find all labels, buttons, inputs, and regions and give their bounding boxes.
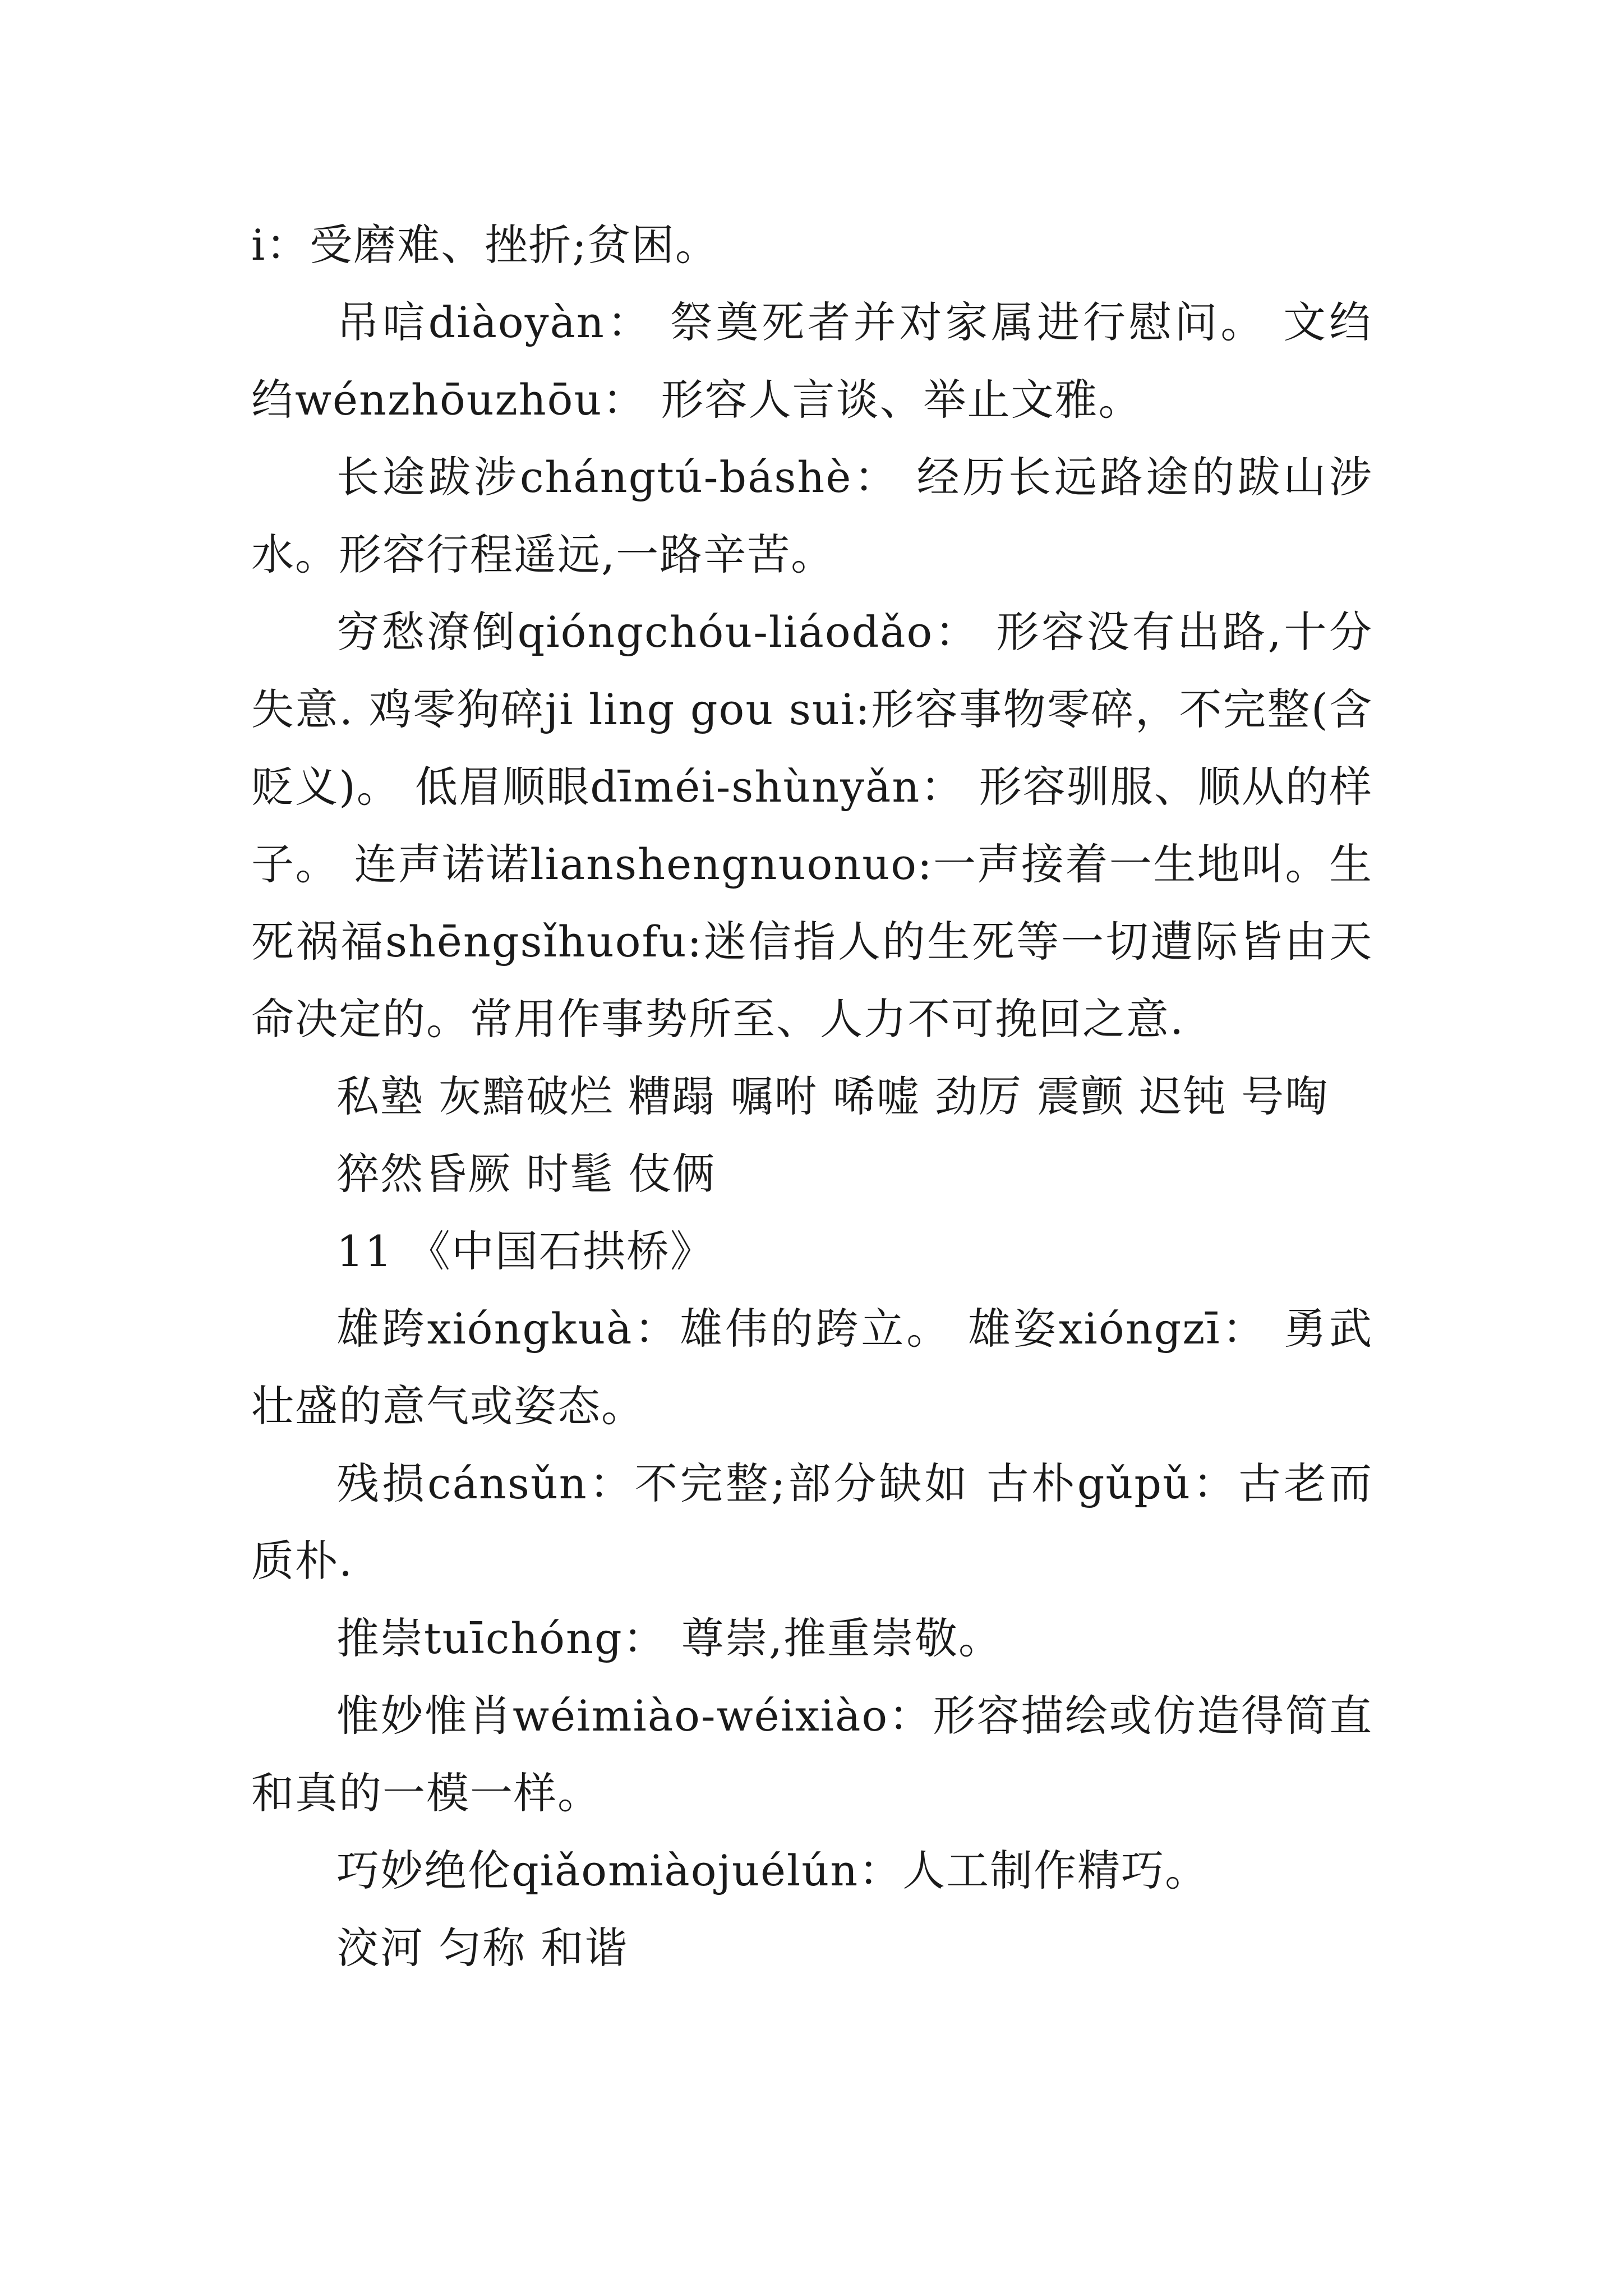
paragraph-6: 猝然昏厥 时髦 伎俩 <box>336 1149 716 1199</box>
paragraph-2: 吊唁diàoyàn： 祭奠死者并对家属进行慰问。 文绉绉wénzhōuzhōu： 形容人言谈、举止文雅。 <box>251 297 1373 425</box>
document-body <box>251 206 1373 1987</box>
paragraph-1: i：受磨难、挫折;贫困。 <box>251 220 719 270</box>
paragraph-10: 推崇tuīchóng： 尊崇,推重崇敬。 <box>336 1613 1002 1663</box>
paragraph-9: 残损cánsǔn：不完整;部分缺如 古朴gǔpǔ：古老而质朴. <box>251 1458 1373 1586</box>
paragraph-3: 长途跋涉chángtú-báshè： 经历长远路途的跋山涉水。形容行程遥远,一路辛苦。 <box>251 452 1373 579</box>
paragraph-11: 惟妙惟肖wéimiào-wéixiào：形容描绘或仿造得简直和真的一模一样。 <box>251 1691 1373 1818</box>
paragraph-4: 穷愁潦倒qióngchóu-liáodǎo： 形容没有出路,十分失意. 鸡零狗碎ji ling gou sui:形容事物零碎，不完整(含贬义)。 低眉顺眼dīméi-shùnyǎn： 形容驯服、顺从的样子。 连声诺诺lianshengnuonuo:一声接着一生地叫。生死祸福shēngsǐhuofu:迷信指人的生死等一切遭际皆由天命决定的。常用作事势所至、人力不可挽回之意. <box>251 607 1373 1044</box>
paragraph-5: 私塾 灰黯破烂 糟蹋 嘱咐 唏嘘 劲厉 震颤 迟钝 号啕 <box>336 1071 1329 1121</box>
section-heading: 11 《中国石拱桥》 <box>336 1226 714 1276</box>
paragraph-12: 巧妙绝伦qiǎomiàojuélún：人工制作精巧。 <box>336 1846 1209 1895</box>
paragraph-8: 雄跨xióngkuà：雄伟的跨立。 雄姿xióngzī： 勇武壮盛的意气或姿态。 <box>251 1304 1373 1431</box>
paragraph-13: 洨河 匀称 和谐 <box>336 1923 629 1973</box>
